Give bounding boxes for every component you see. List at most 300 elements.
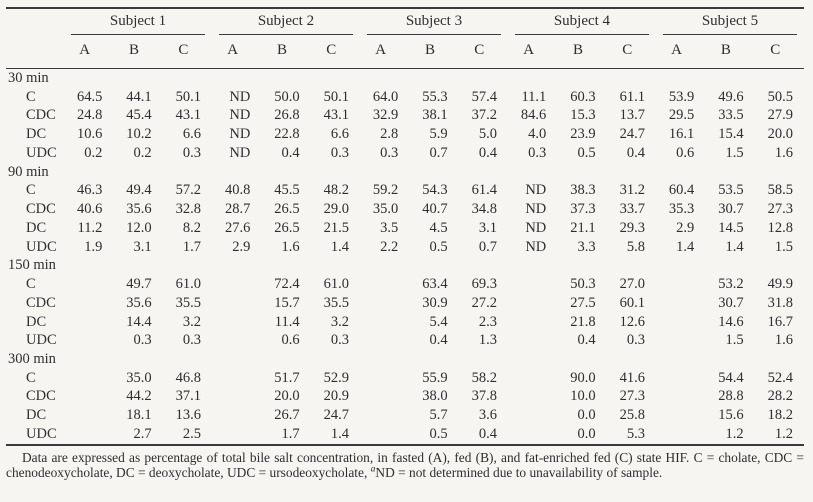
condition-header-c: C [311,35,360,69]
value-cell: 3.2 [182,313,201,330]
value-cell: 59.2 [372,182,399,199]
table-row [6,219,804,238]
value-cell: 14.5 [718,219,744,236]
condition-header-row [6,35,804,69]
value-cell: 26.8 [274,107,300,124]
value-cell: 0.4 [478,425,497,442]
value-cell: 48.2 [323,182,349,199]
value-cell: 35.0 [372,201,399,218]
value-cell: 5.0 [478,126,497,143]
value-cell: 18.1 [126,407,152,424]
value-cell: 4.0 [528,126,547,143]
value-cell: 1.2 [725,425,744,442]
value-cell [360,369,409,388]
value-cell: 64.0 [372,88,399,105]
subject-label: Subject 4 [515,12,649,35]
value-cell: 53.5 [718,182,744,199]
value-cell: 21.5 [323,219,349,236]
subject-header-2 [212,8,360,35]
value-cell: 38.3 [570,182,596,199]
condition-header-c: C [755,35,804,69]
value-cell: 33.7 [619,201,645,218]
table-row [6,369,804,388]
value-cell: 2.9 [676,219,695,236]
value-cell: 15.7 [274,294,300,311]
subject-label: Subject 1 [71,12,205,35]
bile-salt-label: CDC [26,388,56,405]
value-cell: 2.7 [133,425,152,442]
subject-label: Subject 5 [663,12,797,35]
value-cell [656,369,705,388]
value-cell: 1.2 [774,425,793,442]
table-row [6,106,804,125]
value-cell: 84.6 [520,107,547,124]
footnote-superscript-a: a [370,464,376,475]
table-row [6,425,804,445]
value-cell: 60.3 [570,88,596,105]
value-cell: ND [229,107,251,124]
value-cell: 38.0 [422,388,448,405]
value-cell: 27.3 [767,201,793,218]
value-cell: 32.8 [175,201,201,218]
value-cell: 0.0 [577,407,596,424]
time-section-label: 300 min [8,351,56,368]
value-cell [360,425,409,445]
bile-salt-label: UDC [26,332,57,349]
condition-header-c: C [459,35,508,69]
value-cell: 31.8 [767,294,793,311]
value-cell [360,387,409,406]
value-cell: 0.4 [429,332,448,349]
value-cell [212,331,261,350]
value-cell: 2.2 [380,238,399,255]
value-cell: 58.2 [471,369,497,386]
value-cell [212,294,261,313]
value-cell: ND [525,182,547,199]
value-cell: 49.6 [718,88,744,105]
value-cell: 37.8 [471,388,497,405]
value-cell: 1.5 [725,144,744,161]
value-cell: 29.3 [619,219,645,236]
value-cell: 50.0 [274,88,300,105]
value-cell: 11.4 [274,313,300,330]
value-cell: 16.1 [668,126,695,143]
value-cell: 0.0 [577,425,596,442]
value-cell: 20.0 [274,388,300,405]
value-cell: 41.6 [619,369,645,386]
table-row [6,88,804,107]
value-cell: 0.6 [281,332,300,349]
value-cell: 15.3 [570,107,596,124]
value-cell: 50.1 [175,88,201,105]
value-cell: 35.6 [126,294,152,311]
condition-header-b: B [113,35,162,69]
value-cell: 45.4 [126,107,152,124]
value-cell: 1.4 [330,238,349,255]
value-cell: 20.0 [767,126,793,143]
value-cell: 5.3 [626,425,645,442]
value-cell: 52.4 [767,369,793,386]
value-cell: 0.3 [626,332,645,349]
value-cell: 11.1 [521,88,547,105]
bile-salt-label: C [26,369,36,386]
condition-header-c: C [607,35,656,69]
value-cell: 1.6 [281,238,300,255]
value-cell: 8.2 [182,219,201,236]
value-cell: 1.4 [330,425,349,442]
bile-salt-label: DC [26,126,47,143]
value-cell: 49.4 [126,182,152,199]
value-cell: 0.5 [429,238,448,255]
value-cell: 55.3 [422,88,448,105]
footnote-text-2: ND = not determined due to unavailability of sample. [375,465,663,481]
value-cell: 11.2 [77,219,103,236]
value-cell: 12.8 [767,219,793,236]
value-cell [508,387,557,406]
bile-salt-label: CDC [26,201,56,218]
value-cell: 1.5 [725,332,744,349]
value-cell: 30.9 [422,294,448,311]
value-cell [508,406,557,425]
value-cell [656,331,705,350]
value-cell: 18.2 [767,407,793,424]
value-cell [656,406,705,425]
bile-salt-label: DC [26,219,47,236]
value-cell: 60.1 [619,294,645,311]
table-row [6,275,804,294]
value-cell: 35.5 [175,294,201,311]
value-cell: 50.3 [570,276,596,293]
value-cell [212,425,261,445]
subject-header-4 [508,8,656,35]
value-cell: ND [229,144,251,161]
time-section-label: 30 min [8,70,49,86]
value-cell: 49.7 [126,276,152,293]
value-cell: ND [525,201,547,218]
value-cell [212,406,261,425]
value-cell: 38.1 [422,107,448,124]
value-cell [508,331,557,350]
value-cell: 27.3 [619,388,645,405]
value-cell [360,294,409,313]
value-cell [64,406,113,425]
value-cell: 1.5 [774,238,793,255]
value-cell [656,425,705,445]
value-cell: 37.1 [175,388,201,405]
value-cell: 72.4 [274,276,300,293]
condition-header-b: B [705,35,754,69]
value-cell: 40.7 [422,201,448,218]
value-cell: 24.8 [76,107,103,124]
subject-label: Subject 3 [367,12,501,35]
value-cell: 35.5 [323,294,349,311]
value-cell: 23.9 [570,126,596,143]
value-cell [64,369,113,388]
value-cell: 44.1 [126,88,152,105]
value-cell [64,294,113,313]
time-section-label: 90 min [8,163,49,180]
value-cell: 28.7 [224,201,251,218]
value-cell: 4.5 [429,219,448,236]
value-cell: ND [525,238,547,255]
condition-header-c: C [163,35,212,69]
condition-header-a: A [360,35,409,69]
value-cell: 13.7 [619,107,645,124]
value-cell [64,331,113,350]
subject-label: Subject 2 [219,12,353,35]
bile-salt-label: C [26,88,36,105]
value-cell: 2.3 [478,313,497,330]
value-cell: 0.3 [528,144,547,161]
value-cell [508,275,557,294]
value-cell: 2.5 [182,425,201,442]
value-cell: 44.2 [126,388,152,405]
value-cell: 49.9 [767,276,793,293]
value-cell [212,387,261,406]
value-cell: 55.9 [422,369,448,386]
value-cell: 10.0 [570,388,596,405]
value-cell: 0.3 [133,332,152,349]
value-cell: 32.9 [372,107,399,124]
value-cell: 0.3 [380,144,399,161]
value-cell: 15.4 [718,126,744,143]
value-cell: 21.8 [570,313,596,330]
table-row [6,181,804,200]
value-cell: 69.3 [471,276,497,293]
condition-header-a: A [656,35,705,69]
value-cell [656,387,705,406]
value-cell: 61.0 [175,276,201,293]
value-cell: 26.7 [274,407,300,424]
table-row [6,294,804,313]
condition-header-b: B [261,35,310,69]
value-cell: 1.7 [281,425,300,442]
value-cell: 57.4 [471,88,497,105]
value-cell: 35.6 [126,201,152,218]
value-cell: 40.8 [224,182,251,199]
value-cell [508,294,557,313]
value-cell [212,369,261,388]
value-cell [360,406,409,425]
value-cell: 61.4 [471,182,497,199]
value-cell: 25.8 [619,407,645,424]
value-cell: 46.8 [175,369,201,386]
value-cell: 3.1 [133,238,152,255]
value-cell: 57.2 [175,182,201,199]
value-cell: 33.5 [718,107,744,124]
subject-header-3 [360,8,508,35]
value-cell: 30.7 [718,201,744,218]
value-cell: 26.5 [274,201,300,218]
value-cell: 58.5 [767,182,793,199]
time-section-row [6,69,804,88]
value-cell: 29.5 [668,107,695,124]
value-cell: 54.3 [422,182,448,199]
value-cell: 1.7 [182,238,201,255]
value-cell [656,275,705,294]
value-cell: 90.0 [570,369,596,386]
value-cell: 10.6 [76,126,103,143]
table-row [6,387,804,406]
condition-header-a: A [508,35,557,69]
value-cell: 1.4 [725,238,744,255]
value-cell: 3.6 [478,407,497,424]
value-cell: 13.6 [175,407,201,424]
value-cell: 22.8 [274,126,300,143]
subject-header-row [6,8,804,35]
value-cell: 2.9 [232,238,251,255]
value-cell: 27.2 [471,294,497,311]
value-cell: 0.4 [281,144,300,161]
bile-salt-table [6,7,804,446]
table-body [6,69,804,445]
value-cell: 3.2 [330,313,349,330]
value-cell: 26.5 [274,219,300,236]
value-cell: 34.8 [471,201,497,218]
value-cell [212,313,261,332]
value-cell: 1.6 [774,332,793,349]
value-cell: 0.2 [84,144,103,161]
value-cell: 5.9 [429,126,448,143]
value-cell: 1.4 [676,238,695,255]
table-footnote [6,450,804,481]
value-cell: 61.1 [619,88,645,105]
value-cell: 21.1 [570,219,596,236]
value-cell: 15.6 [718,407,744,424]
value-cell [360,331,409,350]
bile-salt-label: C [26,276,36,293]
condition-header-a: A [64,35,113,69]
value-cell: 0.4 [478,144,497,161]
value-cell: 61.0 [323,276,349,293]
value-cell: 63.4 [422,276,448,293]
bile-salt-label: DC [26,407,47,424]
value-cell: 6.6 [330,126,349,143]
value-cell: 0.4 [577,332,596,349]
value-cell [360,313,409,332]
value-cell [656,294,705,313]
value-cell: 27.5 [570,294,596,311]
value-cell: 0.4 [626,144,645,161]
condition-header-b: B [409,35,458,69]
value-cell: 31.2 [619,182,645,199]
value-cell: 3.1 [478,219,497,236]
value-cell: 1.3 [478,332,497,349]
value-cell: 30.7 [718,294,744,311]
value-cell: 24.7 [323,407,349,424]
value-cell: 64.5 [76,88,103,105]
value-cell: 35.0 [126,369,152,386]
value-cell: 46.3 [76,182,103,199]
value-cell: 45.5 [274,182,300,199]
value-cell: 0.7 [478,238,497,255]
value-cell: 0.2 [133,144,152,161]
value-cell [64,275,113,294]
value-cell [64,425,113,445]
value-cell: 54.4 [718,369,744,386]
value-cell: 3.3 [577,238,596,255]
value-cell [508,425,557,445]
value-cell [656,313,705,332]
condition-header-a: A [212,35,261,69]
value-cell: 27.9 [767,107,793,124]
value-cell: 14.4 [126,313,152,330]
table-row [6,144,804,163]
value-cell: 37.2 [471,107,497,124]
value-cell: 12.0 [126,219,152,236]
value-cell: 43.1 [323,107,349,124]
bile-salt-label: CDC [26,107,56,124]
value-cell: 35.3 [668,201,695,218]
table-row [6,238,804,257]
value-cell: 27.0 [619,276,645,293]
value-cell: 28.8 [718,388,744,405]
bile-salt-label: UDC [26,144,57,161]
time-section-row [6,163,804,182]
bile-salt-label: C [26,182,36,199]
value-cell: 0.5 [429,425,448,442]
value-cell: 16.7 [767,313,793,330]
time-section-label: 150 min [8,257,56,274]
table-row [6,125,804,144]
value-cell: 5.7 [429,407,448,424]
value-cell: 1.9 [84,238,103,255]
value-cell: 0.7 [429,144,448,161]
value-cell: 50.1 [323,88,349,105]
value-cell: 20.9 [323,388,349,405]
bile-salt-label: DC [26,313,47,330]
value-cell: 51.7 [274,369,300,386]
value-cell: ND [525,219,547,236]
value-cell: 2.8 [380,126,399,143]
table-row [6,331,804,350]
value-cell: 5.4 [429,313,448,330]
value-cell: 0.3 [330,332,349,349]
subject-header-1 [64,8,212,35]
value-cell: ND [229,126,251,143]
value-cell: 27.6 [224,219,251,236]
value-cell: 12.6 [619,313,645,330]
time-section-row [6,256,804,275]
value-cell [212,275,261,294]
value-cell: 53.2 [718,276,744,293]
value-cell: 29.0 [323,201,349,218]
value-cell [508,313,557,332]
value-cell: 0.6 [676,144,695,161]
value-cell: 52.9 [323,369,349,386]
table-row [6,313,804,332]
bile-salt-label: CDC [26,294,56,311]
value-cell: 14.6 [718,313,744,330]
value-cell [64,387,113,406]
value-cell: 1.6 [774,144,793,161]
value-cell: 0.3 [182,332,201,349]
value-cell: 37.3 [570,201,596,218]
value-cell: 5.8 [626,238,645,255]
subject-header-5 [656,8,804,35]
bile-salt-label: UDC [26,425,57,442]
value-cell: 0.3 [182,144,201,161]
value-cell [360,275,409,294]
value-cell: 6.6 [182,126,201,143]
value-cell: 24.7 [619,126,645,143]
value-cell [64,313,113,332]
corner-cell [6,8,64,69]
value-cell: 60.4 [668,182,695,199]
value-cell: 10.2 [126,126,152,143]
value-cell: 43.1 [175,107,201,124]
table-header [6,8,804,69]
